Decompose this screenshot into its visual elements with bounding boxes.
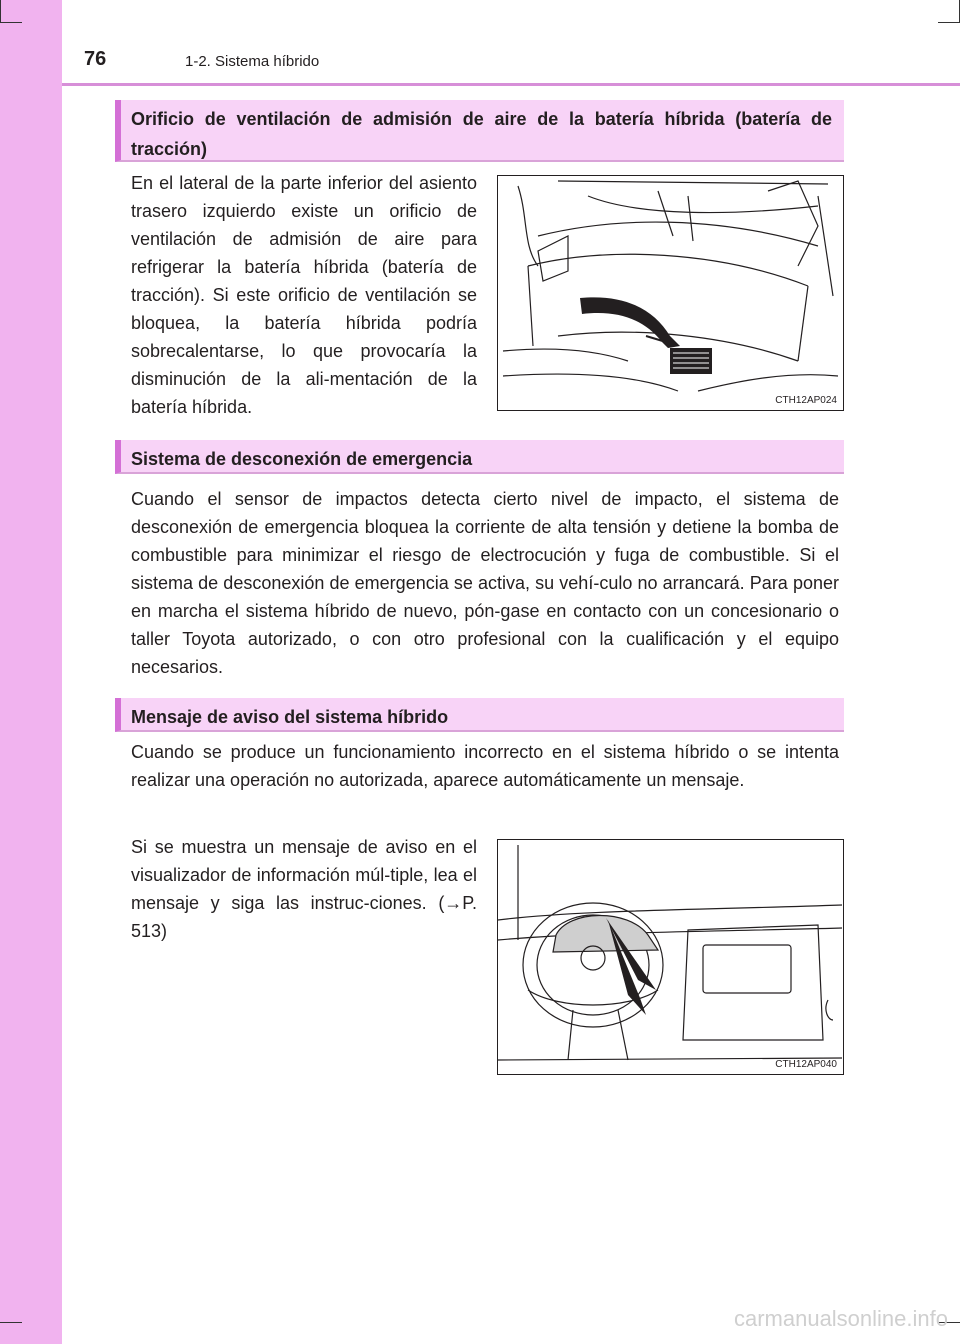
paragraph-ventilation: En el lateral de la parte inferior del asiento trasero izquierdo existe un orificio de ventilación de admisión de aire para refrigerar la batería híbrida (batería de tracción). Si este orificio de ventilación se bloquea, la batería híbrida podría sobrecalentarse, lo que provocaría la disminución de la ali-mentación de la batería híbrida. (131, 173, 477, 417)
section-heading-ventilation: Orificio de ventilación de admisión de aire de la batería híbrida (batería de tracción) (115, 100, 844, 162)
crop-mark (938, 22, 960, 23)
figure-code: CTH12AP024 (775, 395, 837, 406)
section-label: 1-2. Sistema híbrido (185, 53, 320, 70)
page-number: 76 (84, 48, 107, 70)
rear-seat-illustration (498, 176, 842, 409)
paragraph-emergency-shutoff: Cuando el sensor de impactos detecta cierto nivel de impacto, el sistema de desconexión de emergencia bloquea la corriente de alta tensión y detiene la bomba de combustible para minimizar el riesgo de electrocución y fuga de combustible. Si el sistema de desconexión de emergencia se activa, su vehí-culo no arrancará. Para poner en marcha el sistema híbrido de nuevo, pón-gase en contacto con un concesionario o taller Toyota autorizado, o con otro profesional con la cualificación y el equipo necesarios. (131, 489, 839, 677)
crop-mark (0, 0, 1, 22)
figure-instrument-panel (497, 839, 844, 1075)
watermark: carmanualsonline.info (733, 1306, 948, 1331)
crop-mark (0, 22, 22, 23)
figure-code: CTH12AP040 (775, 1059, 837, 1070)
paragraph-warning-message: Cuando se produce un funcionamiento incorrecto en el sistema híbrido o se intenta realizar una operación no autorizada, aparece automáticamente un mensaje. (131, 742, 839, 790)
dashboard-illustration (498, 840, 842, 1073)
section-heading-warning-message: Mensaje de aviso del sistema híbrido (115, 698, 844, 732)
header-rule (62, 83, 960, 86)
figure-rear-seat-vent (497, 175, 844, 411)
section-heading-emergency-shutoff: Sistema de desconexión de emergencia (115, 440, 844, 474)
paragraph-warning-instructions: Si se muestra un mensaje de aviso en el visualizador de información múl-tiple, lea el mensaje y siga las instruc-ciones. (→P. 513) (131, 837, 477, 941)
crop-mark (0, 1322, 22, 1323)
side-tab-band (0, 0, 62, 1344)
